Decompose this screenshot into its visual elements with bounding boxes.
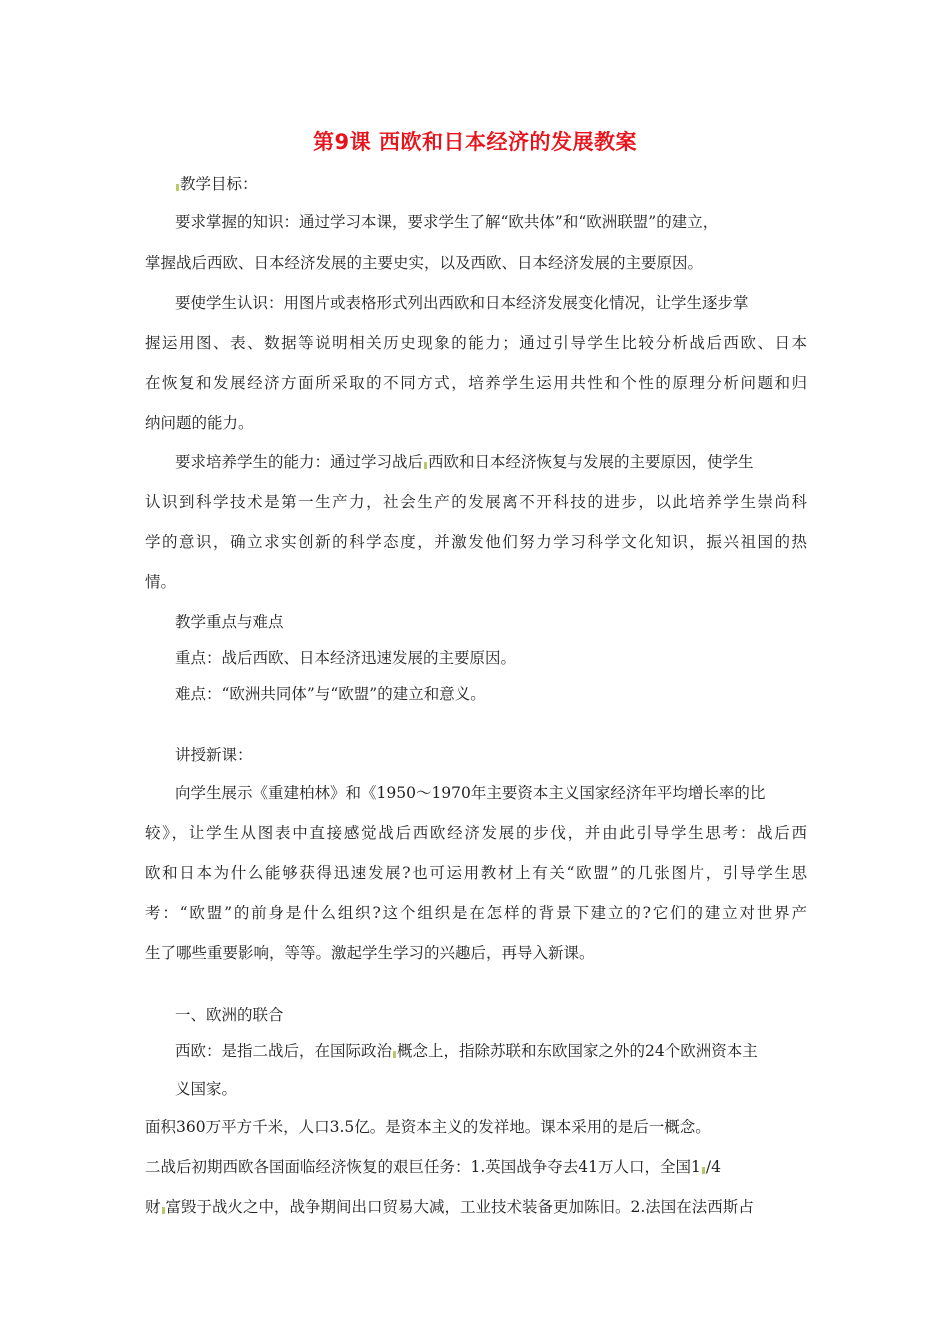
paragraph-line: 面积360万平方千米，人口3.5亿。是资本主义的发祥地。课本采用的是后一概念。 xyxy=(145,1118,711,1136)
paragraph-line: 欧和日本为什么能够获得迅速发展?也可运用教材上有关“欧盟”的几张图片，引导学生思 xyxy=(145,864,807,882)
paragraph-line: 要求掌握的知识：通过学习本课，要求学生了解“欧共体”和“欧洲联盟”的建立， xyxy=(175,213,719,231)
text-segment: 二战后初期西欧各国面临经济恢复的艰巨任务：1.英国战争夺去41万人口，全国 xyxy=(145,1158,692,1176)
lecture-heading: 讲授新课： xyxy=(175,746,253,764)
paragraph-line: 较》，让学生从图表中直接感觉战后西欧经济发展的步伐，并由此引导学生思考：战后西 xyxy=(145,824,807,842)
paragraph-line: 纳问题的能力。 xyxy=(145,414,254,432)
paragraph-line: 向学生展示《重建柏林》和《1950～1970年主要资本主义国家经济年平均增长率的比 xyxy=(175,784,766,802)
text-segment: 西欧：是指二战后，在国际政治 xyxy=(175,1042,393,1060)
edit-mark-icon xyxy=(702,1167,705,1174)
paragraph-line: 义国家。 xyxy=(175,1080,238,1098)
edit-mark-icon xyxy=(176,184,179,191)
text-segment: 要求培养学生的能力：通过学习战后 xyxy=(175,453,424,471)
focus-heading: 教学重点与难点 xyxy=(175,613,284,631)
paragraph-line: 掌握战后西欧、日本经济发展的主要史实，以及西欧、日本经济发展的主要原因。 xyxy=(145,254,704,272)
paragraph-line: 考：“欧盟”的前身是什么组织?这个组织是在怎样的背景下建立的?它们的建立对世界产 xyxy=(145,904,807,922)
objectives-heading-text: 教学目标： xyxy=(180,175,258,193)
paragraph-line: 学的意识，确立求实创新的科学态度，并激发他们努力学习科学文化知识，振兴祖国的热 xyxy=(145,533,807,551)
edit-mark-icon xyxy=(424,462,427,469)
document-title: 第9课 西欧和日本经济的发展教案 xyxy=(313,130,637,154)
paragraph-line xyxy=(175,452,754,472)
difficulty-line: 难点：“欧洲共同体”与“欧盟”的建立和意义。 xyxy=(175,685,486,703)
paragraph-line: 握运用图、表、数据等说明相关历史现象的能力；通过引导学生比较分析战后西欧、日本 xyxy=(145,334,807,352)
objectives-heading xyxy=(175,174,258,194)
text-segment: 西欧和日本经济恢复与发展的主要原因，使学生 xyxy=(428,453,754,471)
text-segment: 概念上，指除苏联和东欧国家之外的24个欧洲资本主 xyxy=(397,1042,758,1060)
edit-mark-icon xyxy=(162,1207,165,1214)
text-segment: 1 xyxy=(691,1158,701,1176)
edit-mark-icon xyxy=(393,1051,396,1058)
text-segment: 富毁于战火之中，战争期间出口贸易大减，工业技术装备更加陈旧。2.法国在法西斯占 xyxy=(165,1198,754,1216)
paragraph-line xyxy=(175,1041,758,1061)
paragraph-line: 情。 xyxy=(145,573,177,591)
paragraph-line xyxy=(145,1157,721,1177)
text-segment: /4 xyxy=(705,1158,721,1176)
paragraph-line: 认识到科学技术是第一生产力，社会生产的发展离不开科技的进步，以此培养学生崇尚科 xyxy=(145,493,807,511)
paragraph-line: 生了哪些重要影响，等等。激起学生学习的兴趣后，再导入新课。 xyxy=(145,944,595,962)
text-segment: 财 xyxy=(145,1198,161,1216)
paragraph-line: 在恢复和发展经济方面所采取的不同方式，培养学生运用共性和个性的原理分析问题和归 xyxy=(145,374,807,392)
paragraph-line xyxy=(145,1197,754,1217)
section-heading: 一、欧洲的联合 xyxy=(175,1006,284,1024)
focus-line: 重点：战后西欧、日本经济迅速发展的主要原因。 xyxy=(175,649,517,667)
paragraph-line: 要使学生认识：用图片或表格形式列出西欧和日本经济发展变化情况，让学生逐步掌 xyxy=(175,294,749,312)
